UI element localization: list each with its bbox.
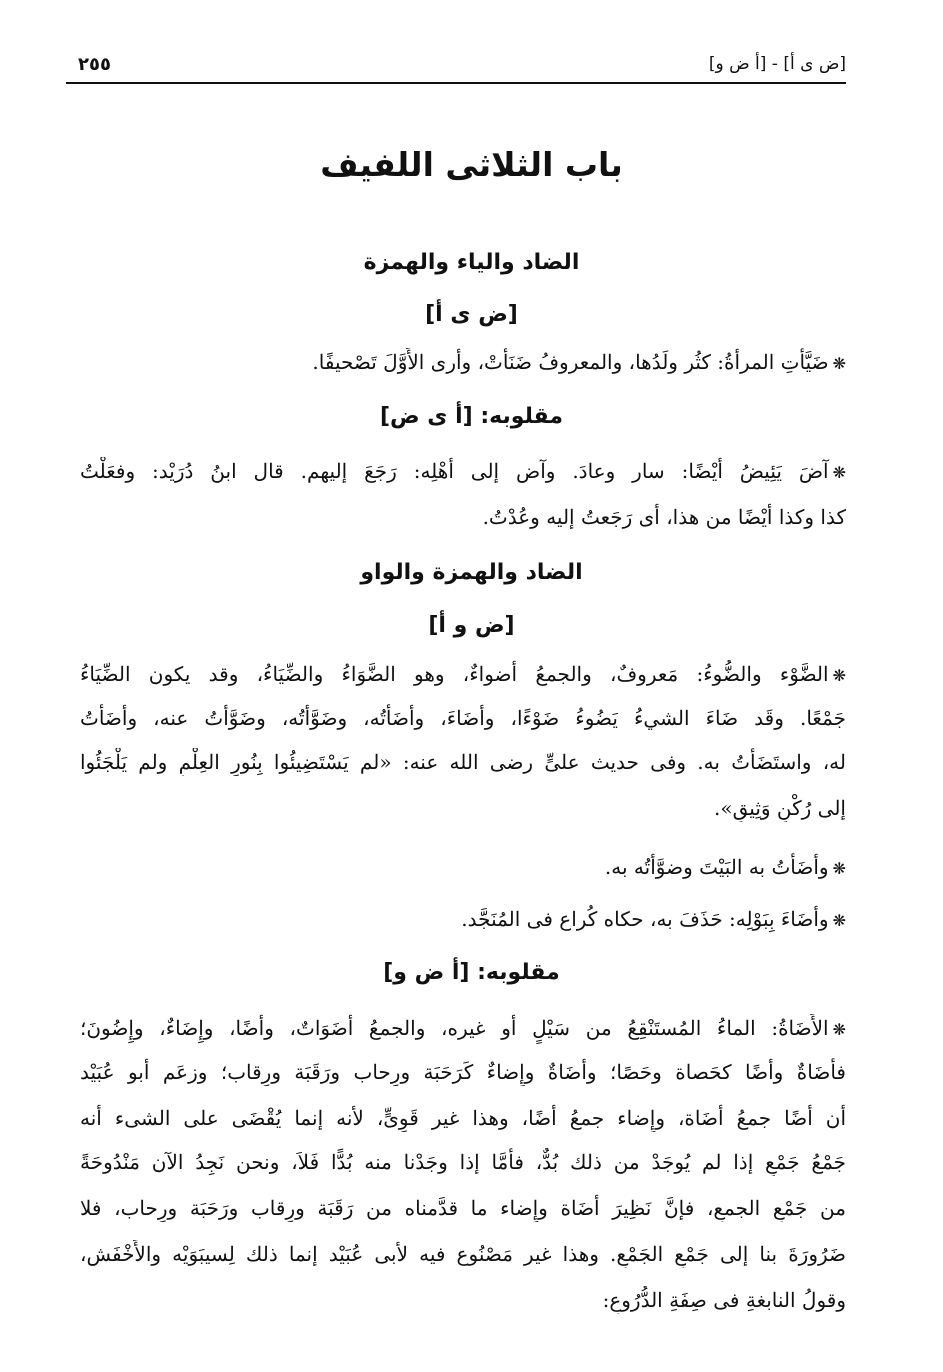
entry-star-icon: ❋ (832, 859, 846, 878)
entry-text: ضَيَّأَتِ المرأةُ: كثُر ولَدُها، والمعروفُ ضَنَأَتْ، وأرى الأَوَّلَ تَصْحيفًا. (312, 350, 829, 374)
entry-line (80, 1194, 846, 1222)
entry-line (80, 905, 846, 935)
entry-text: كذا وكذا أَيْضًا من هذا، أى رَجَعتُ إليه وعُدْتُ. (482, 505, 846, 529)
entry-line (80, 748, 846, 776)
entry-line (80, 1058, 846, 1086)
entry-line (80, 1014, 846, 1044)
root-heading-dya: [ض ى أ] (425, 302, 518, 327)
entry-line (80, 1240, 846, 1268)
entry-line (80, 348, 846, 378)
entry-line (80, 1148, 846, 1176)
entry-text: آضَ يَئِيضُ أَيْضًا: سار وعادَ. وآض إلى أهْلِه: رَجَعَ إليهم. قال ابنُ دُرَيْد: وفعَلْتُ (80, 459, 829, 483)
entry-line (80, 1104, 846, 1132)
entry-star-icon: ❋ (832, 666, 846, 685)
entry-line (80, 1286, 846, 1314)
entry-star-icon: ❋ (832, 911, 846, 930)
entry-text: الأَضَاةُ: الماءُ المُستَنْقِعُ من سَيْلٍ أو غيره، والجمعُ أَضَوَاتٌ، وأَضًا، وإِضَاءٌ، وإِضُونَ؛ (80, 1016, 829, 1040)
root-heading-dwa: [ض و أ] (428, 613, 515, 638)
entry-line (80, 794, 846, 822)
section-heading-2: الضاد والهمزة والواو (360, 560, 583, 585)
entry-star-icon: ❋ (832, 1020, 846, 1039)
entry-text: وأضَاءَ بِبَوْلِه: حَذَفَ به، حكاه كُراع فى المُنَجَّد. (461, 907, 829, 931)
entry-text: فأَضَاةٌ وأَضًا كحَصاة وحَصًا؛ وأَضَاةٌ وإِضاءٌ كَرَحَبَة ورِحاب ورَقَبَة ورِقاب؛ وزعَم أبو عُبَيْد (80, 1060, 846, 1084)
section-heading-1: الضاد والياء والهمزة (363, 250, 580, 275)
entry-line (80, 704, 846, 732)
entry-text: أن أضًا جمعُ أَضَاة، وإِضاء جمعُ أَضًا، وهذا غير قَوِىٍّ، لأنه إنما يُقْضَى على الشىء أنه (80, 1106, 846, 1130)
page-header (66, 52, 846, 84)
entry-text: وأضَأْتُ به البَيْتَ وضوَّأْتُه به. (604, 855, 829, 879)
entry-text: من جَمْعِ الجمعِ، فإنَّ نَظِيرَ أَضَاة وإِضاء ما قدَّمناه من رَقَبَة ورِقاب ورَحَبَة ورِحاب، فلا (80, 1196, 846, 1220)
entry-star-icon: ❋ (832, 463, 846, 482)
chapter-title: باب الثلاثى اللفيف (320, 145, 623, 184)
entry-line (80, 660, 846, 690)
entry-text: إلى رُكْنٍ وَثِيقٍ». (714, 796, 846, 820)
entry-line (80, 503, 846, 531)
entry-text: وقولُ النابغةِ فى صِفَةِ الدُّرُوعِ: (602, 1288, 846, 1312)
entry-line (80, 853, 846, 883)
entry-text: جَمْعُ جَمْعٍ إذا لم يُوجَدْ من ذلك بُدٌّ، فأَمَّا إذا وجَدْنا منه بُدًّا فَلاَ، ونحن نَجِدُ الآن مَنْدُوحَةً (80, 1150, 846, 1174)
page-number: ٢٥٥ (78, 54, 111, 75)
entry-text: ضَرُورَةَ بنا إلى جَمْعِ الجَمْعِ. وهذا غير مَصْنُوع فيه لأبى عُبَيْد إنما ذلك لِسيبَوَيْه والأَخْفَش، (80, 1242, 846, 1266)
inverted-root-heading-adw: مقلوبه: [أ ض و] (383, 960, 560, 985)
entry-line (80, 457, 846, 487)
running-head: [ض ى أ] - [أ ض و] (708, 54, 846, 74)
inverted-root-heading-ayd: مقلوبه: [أ ى ض] (379, 404, 563, 429)
entry-star-icon: ❋ (832, 354, 846, 373)
entry-text: جَمْعًا. وقَد ضَاءَ الشيءُ يَضُوءُ ضَوْءًا، وأَضَاءَ، وأَضَأْتُه، وضَوَّأْتُه، وضَوَّأْتُ عنه، وأَضَأْتُ (80, 706, 846, 730)
entry-text: الضَّوْء والضُّوءُ: مَعروفٌ، والجمعُ أضواءٌ، وهو الضَّوَاءُ والضِّيَاءُ، وقد يكون الضِّيَاءُ (80, 662, 829, 686)
entry-text: له، واستَضَأْتُ به. وفى حديث علىٍّ رضى الله عنه: «لم يَسْتَضِيئُوا بِنُورِ العِلْمِ ولم يَلْجَئُوا (80, 750, 846, 774)
